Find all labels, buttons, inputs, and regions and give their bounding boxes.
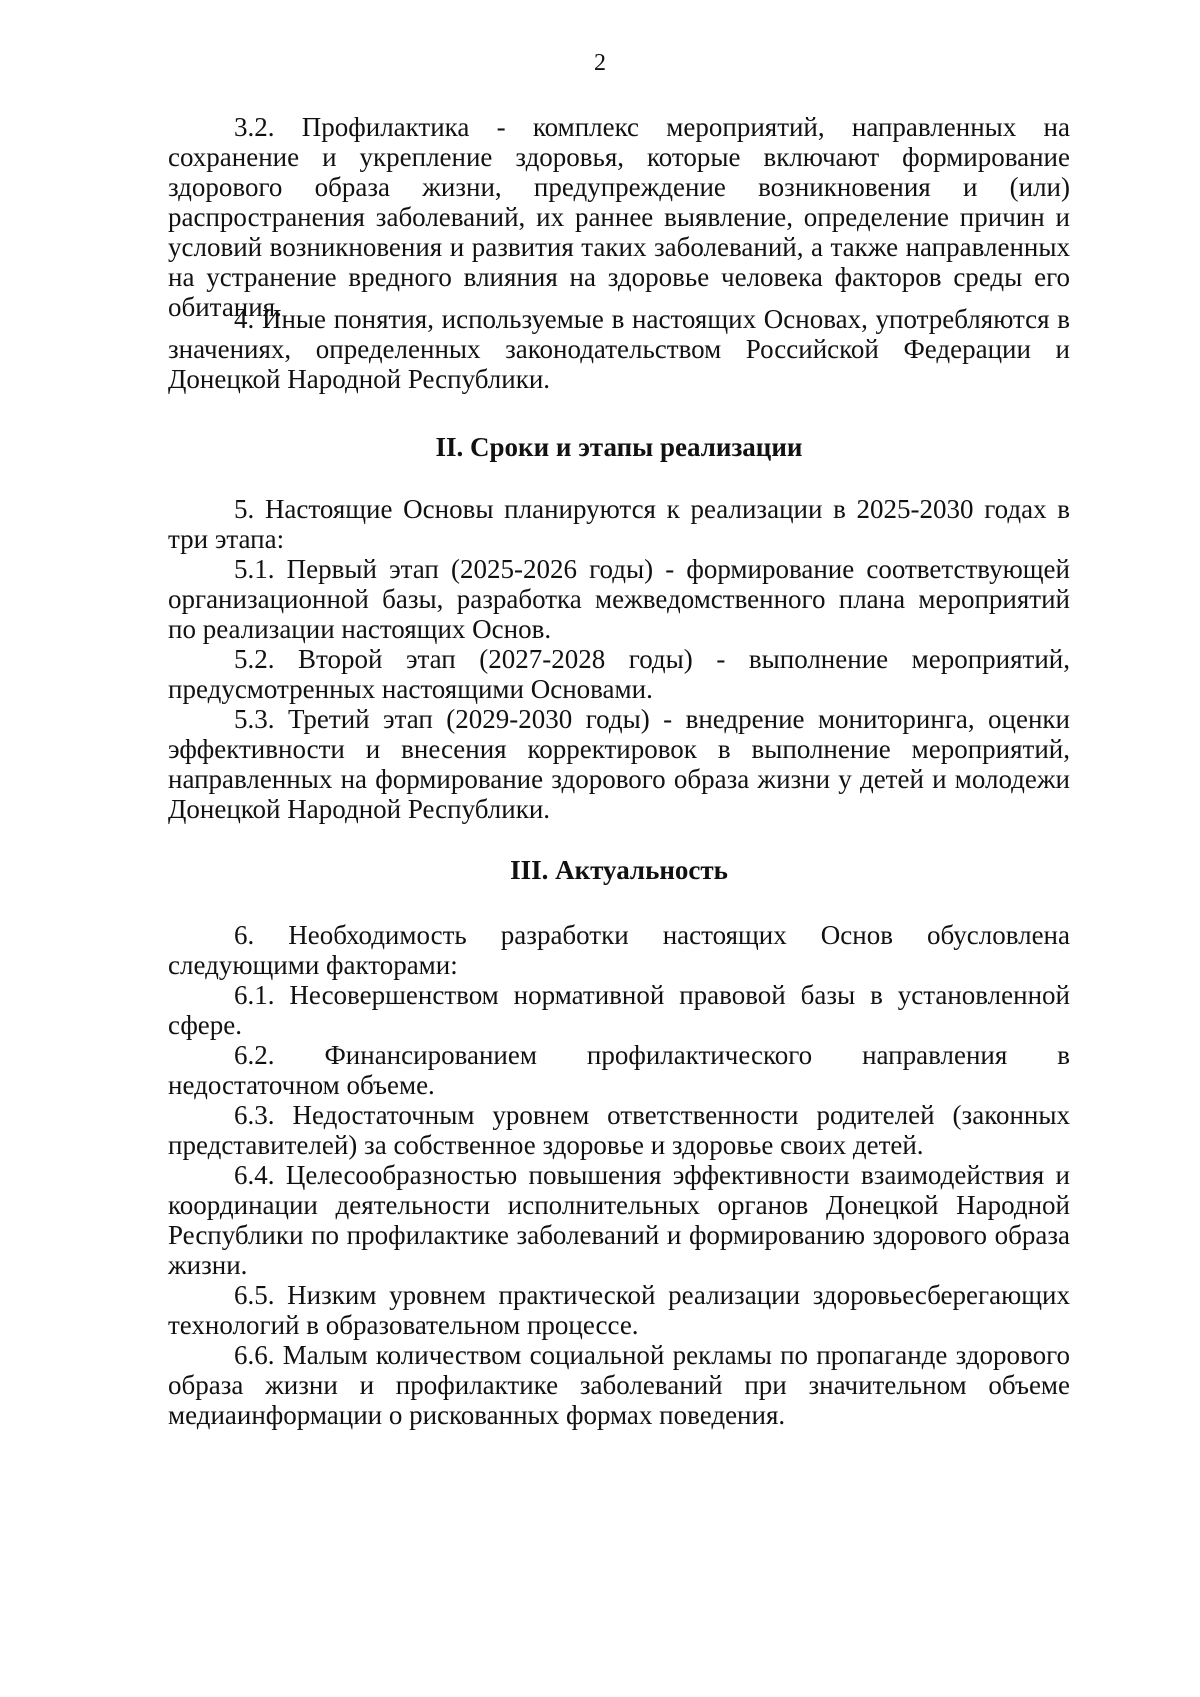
section-3-heading-block xyxy=(168,855,1070,885)
section-3-body xyxy=(168,920,1070,1430)
paragraph-6-6: 6.6. Малым количеством социальной рекламы по пропаганде здорового образа жизни и профилактике заболеваний при значительном объеме медиаинформации о рискованных формах поведения. xyxy=(168,1340,1070,1430)
paragraph-5: 5. Настоящие Основы планируются к реализации в 2025-2030 годах в три этапа: xyxy=(168,494,1070,554)
paragraph-6-1: 6.1. Несовершенством нормативной правовой базы в установленной сфере. xyxy=(168,980,1070,1040)
paragraph-6-4: 6.4. Целесообразностью повышения эффективности взаимодействия и координации деятельности исполнительных органов Донецкой Народной Республики по профилактике заболеваний и формированию здорового образа жизни. xyxy=(168,1160,1070,1280)
section-2-heading-block xyxy=(168,432,1070,462)
paragraph-5-2: 5.2. Второй этап (2027-2028 годы) - выполнение мероприятий, предусмотренных настоящими Основами. xyxy=(168,644,1070,704)
paragraph-6: 6. Необходимость разработки настоящих Основ обусловлена следующими факторами: xyxy=(168,920,1070,980)
paragraph-6-2: 6.2. Финансированием профилактического направления в недостаточном объеме. xyxy=(168,1040,1070,1100)
page-number: 2 xyxy=(594,50,606,76)
paragraph-5-1: 5.1. Первый этап (2025-2026 годы) - формирование соответствующей организационной базы, разработка межведомственного плана мероприятий по реализации настоящих Основ. xyxy=(168,554,1070,644)
section-3-heading: III. Актуальность xyxy=(510,855,728,885)
paragraph-3-2-block xyxy=(168,112,1070,322)
paragraph-3-2: 3.2. Профилактика - комплекс мероприятий, направленных на сохранение и укрепление здоровья, которые включают формирование здорового образа жизни, предупреждение возникновения и (или) распространения заболеваний, их раннее выявление, определение причин и условий возникновения и развития таких заболеваний, а также направленных на устранение вредного влияния на здоровье человека факторов среды его обитания. xyxy=(168,112,1070,322)
section-2-heading: II. Сроки и этапы реализации xyxy=(435,432,803,462)
paragraph-4-block xyxy=(168,304,1070,394)
paragraph-6-3: 6.3. Недостаточным уровнем ответственности родителей (законных представителей) за собственное здоровье и здоровье своих детей. xyxy=(168,1100,1070,1160)
paragraph-5-3: 5.3. Третий этап (2029-2030 годы) - внедрение мониторинга, оценки эффективности и внесения корректировок в выполнение мероприятий, направленных на формирование здорового образа жизни у детей и молодежи Донецкой Народной Республики. xyxy=(168,704,1070,824)
section-2-body xyxy=(168,494,1070,824)
paragraph-4: 4. Иные понятия, используемые в настоящих Основах, употребляются в значениях, определенных законодательством Российской Федерации и Донецкой Народной Республики. xyxy=(168,304,1070,394)
paragraph-6-5: 6.5. Низким уровнем практической реализации здоровьесберегающих технологий в образовательном процессе. xyxy=(168,1280,1070,1340)
